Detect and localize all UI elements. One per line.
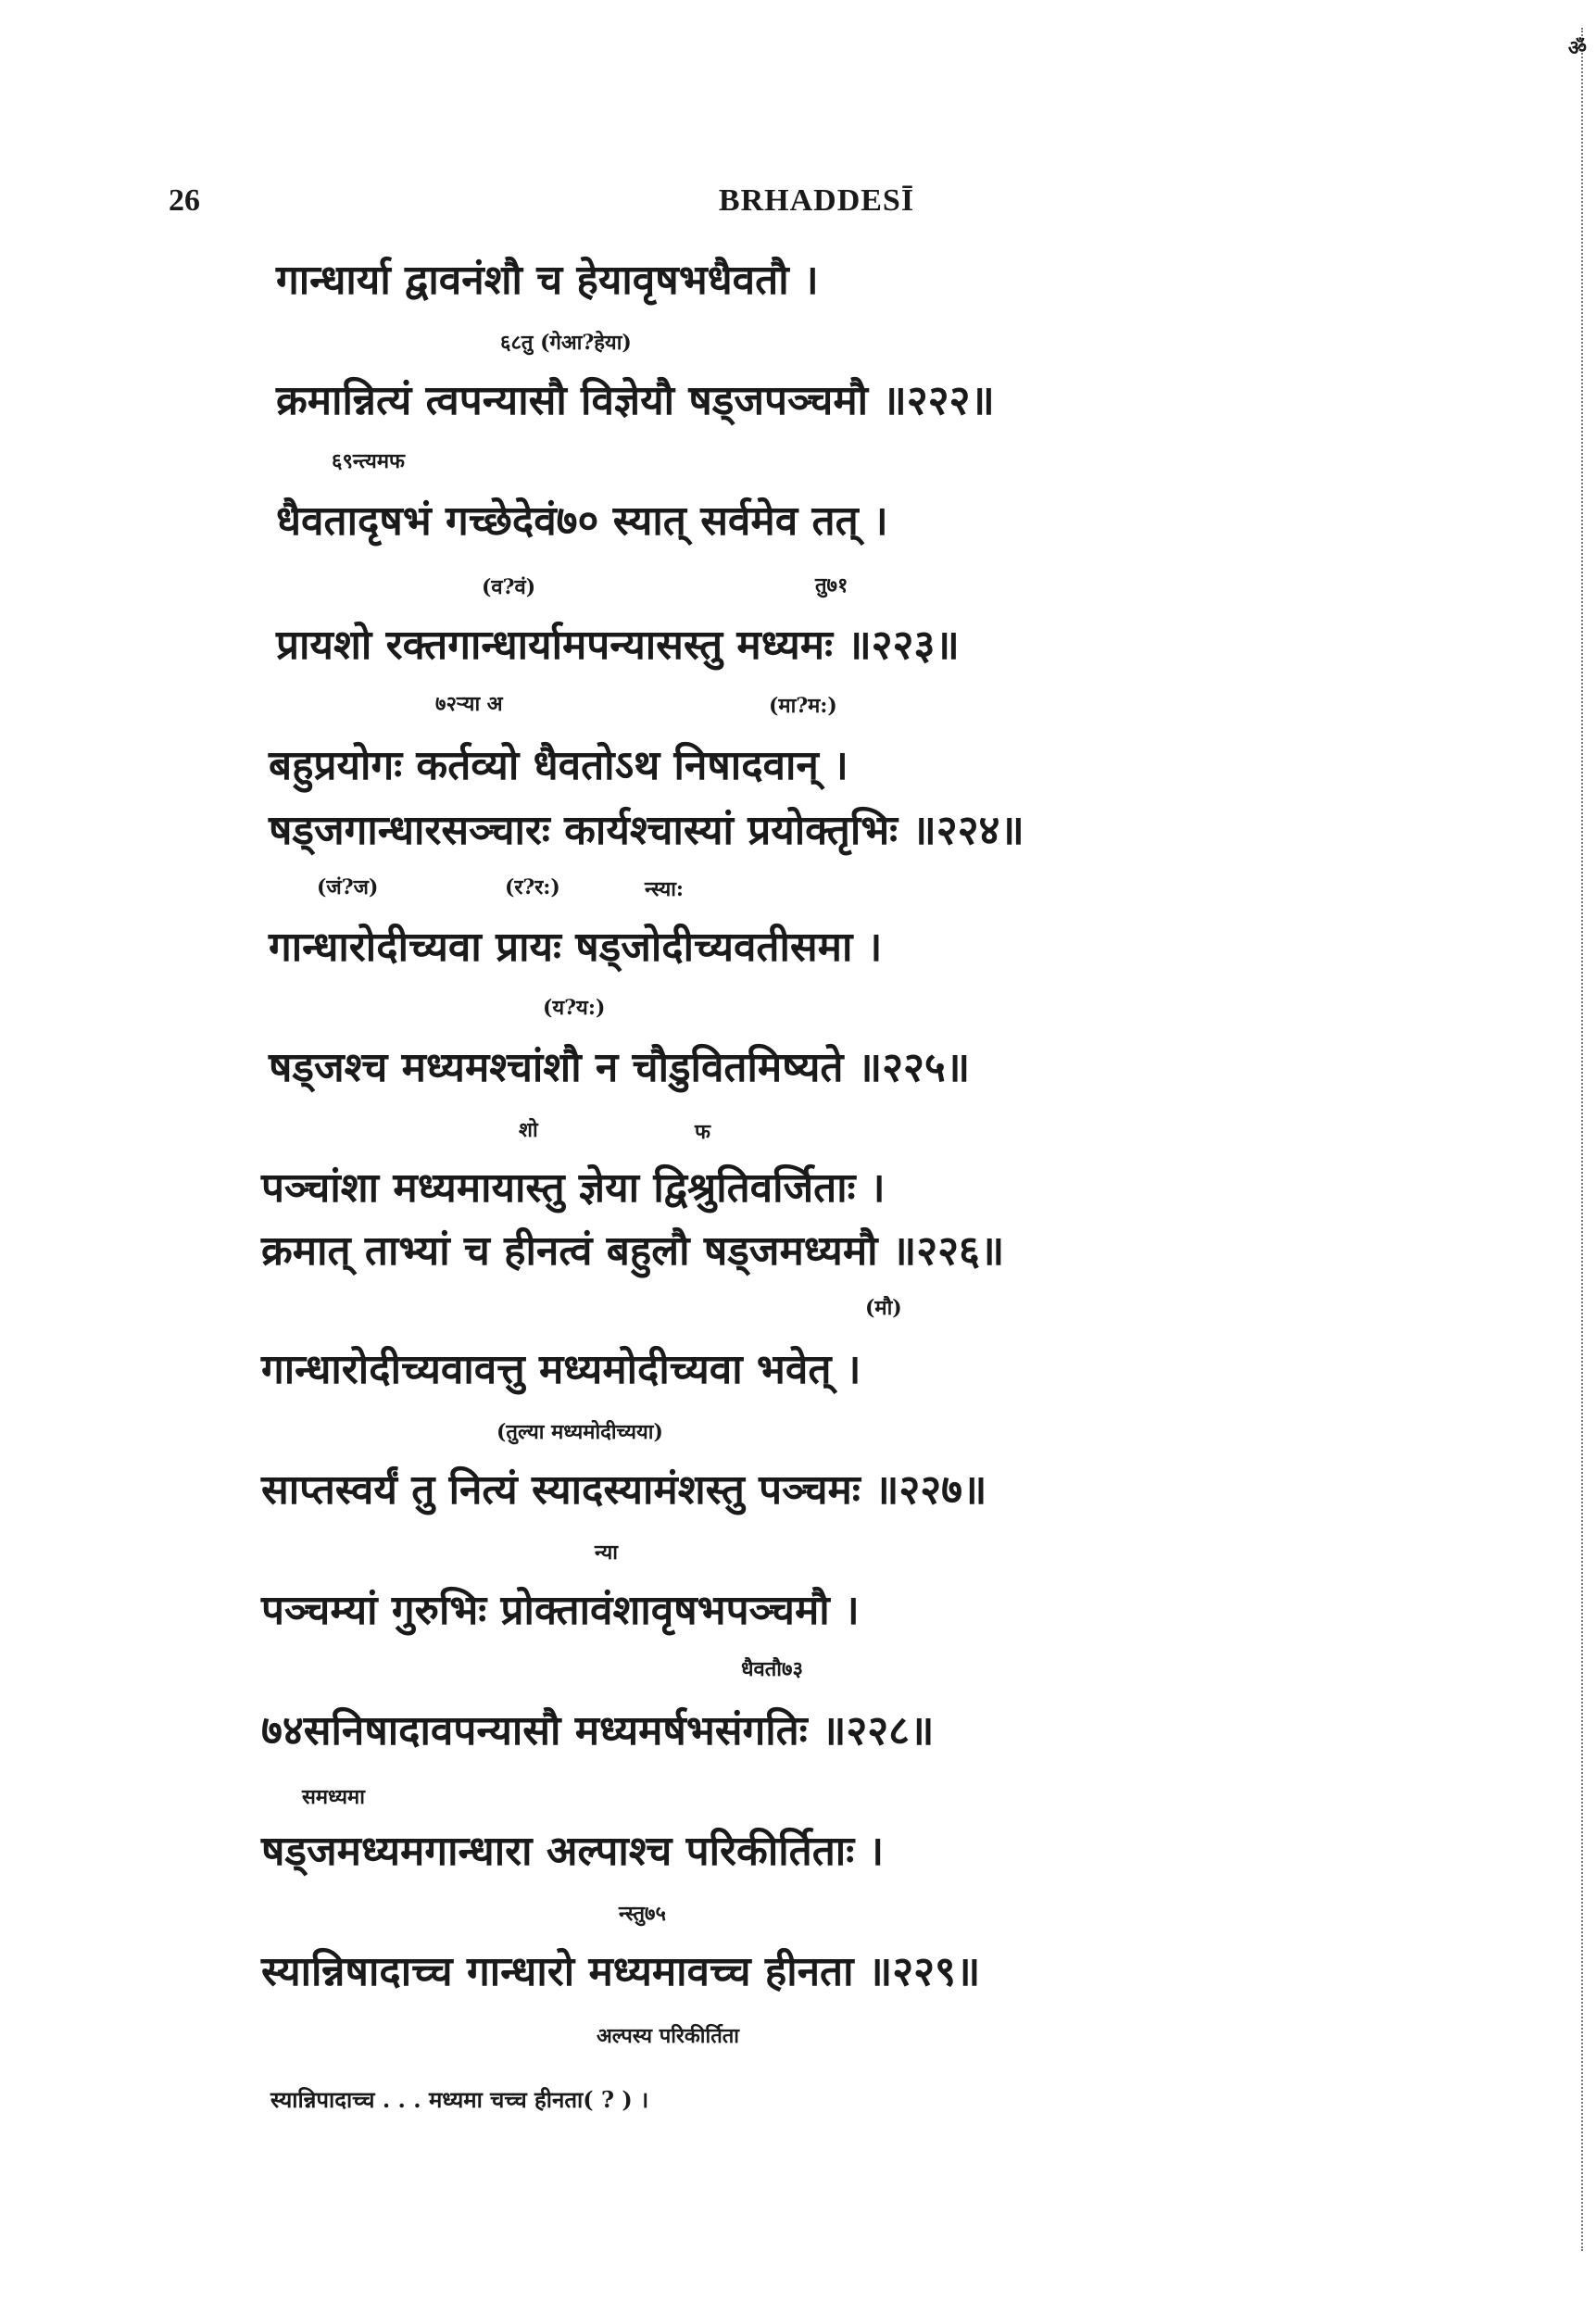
running-title: BRHADDESĪ [718, 183, 915, 218]
corner-mark: ॐ [1567, 36, 1587, 60]
verse-line: गान्धारोदीच्यवा प्रायः षड्जोदीच्यवतीसमा । [269, 924, 883, 971]
verse-line: स्यान्निषादाच्च गान्धारो मध्यमावच्च हीनता ॥२२९॥ [261, 1948, 981, 1995]
footnote-ref: ६९न्त्यमफ [332, 449, 405, 473]
footnote-ref: (व?वं) [482, 575, 536, 599]
footnote-ref: न्स्तु७५ [619, 1902, 666, 1926]
footnote-ref: तु७१ [815, 573, 848, 597]
footnote-ref: (मौ) [865, 1296, 902, 1320]
footnote-ref: न्स्या: [645, 877, 685, 901]
footnote-ref: (र?र:) [505, 875, 560, 899]
footnote-ref: (मा?म:) [769, 694, 837, 718]
verse-line: गान्धारोदीच्यवावत्तु मध्यमोदीच्यवा भवेत् । [261, 1346, 861, 1393]
verse-line: षड्जश्च मध्यमश्चांशौ न चौडुवितमिष्यते ॥२२५॥ [269, 1044, 971, 1091]
verse-line: पञ्चांशा मध्यमायास्तु ज्ञेया द्विश्रुतिवर्जिताः । [261, 1164, 886, 1212]
page-number: 26 [169, 183, 200, 218]
verse-line: क्रमान्नित्यं त्वपन्यासौ विज्ञेयौ षड्जपञ्चमौ ॥२२२॥ [276, 377, 995, 424]
footnote-ref: धैवतौ७३ [741, 1657, 803, 1681]
verse-line: बहुप्रयोगः कर्तव्यो धैवतोऽथ निषादवान् । [269, 742, 848, 789]
verse-line: साप्तस्वर्यं तु नित्यं स्यादस्यामंशस्तु पञ्चमः ॥२२७॥ [261, 1466, 987, 1514]
verse-line: प्रायशो रक्तगान्धार्यामपन्यासस्तु मध्यमः ॥२२३॥ [276, 622, 960, 669]
verse-line: धैवतादृषभं गच्छेदेवं७० स्यात् सर्वमेव तत् । [276, 497, 888, 545]
verse-line: क्रमात् ताभ्यां च हीनत्वं बहुलौ षड्जमध्यमौ ॥२२६॥ [261, 1227, 1005, 1275]
footnote-ref: समध्यमा [302, 1785, 365, 1809]
footnote-ref: न्या [595, 1540, 618, 1565]
footnote-ref: (जं?ज) [317, 875, 379, 899]
verse-line: पञ्चम्यां गुरुभिः प्रोक्तावंशावृषभपञ्चमौ । [261, 1587, 860, 1634]
footnote-ref: शो [519, 1118, 538, 1142]
page-edge-marks [1576, 28, 1583, 2251]
footnote-ref: (य?य:) [543, 996, 606, 1020]
verse-line: गान्धार्या द्वावनंशौ च हेयावृषभधैवतौ । [276, 257, 819, 304]
footnote-ref: ७२ऱ्या अ [435, 692, 503, 716]
page-header [0, 183, 1596, 230]
verse-line: षड्जमध्यमगान्धारा अल्पाश्च परिकीर्तिताः । [261, 1828, 885, 1875]
verse-line: ७४सनिषादावपन्यासौ मध्यमर्षभसंगतिः ॥२२८॥ [261, 1707, 935, 1754]
footnote-ref: अल्पस्य परिकीर्तिता [597, 2024, 739, 2048]
footnote-ref: ६८तु (गेआ?हेया) [500, 331, 632, 355]
verse-line: षड्जगान्धारसञ्चारः कार्यश्चास्यां प्रयोक्तृभिः ॥२२४॥ [269, 807, 1024, 854]
footnote-ref: फ [695, 1120, 710, 1144]
footnote-text: स्यान्निपादाच्च . . . मध्यमा चच्च हीनता( ? ) । [270, 2086, 649, 2113]
footnote-ref: (तुल्या मध्यमोदीच्यया) [496, 1420, 663, 1444]
